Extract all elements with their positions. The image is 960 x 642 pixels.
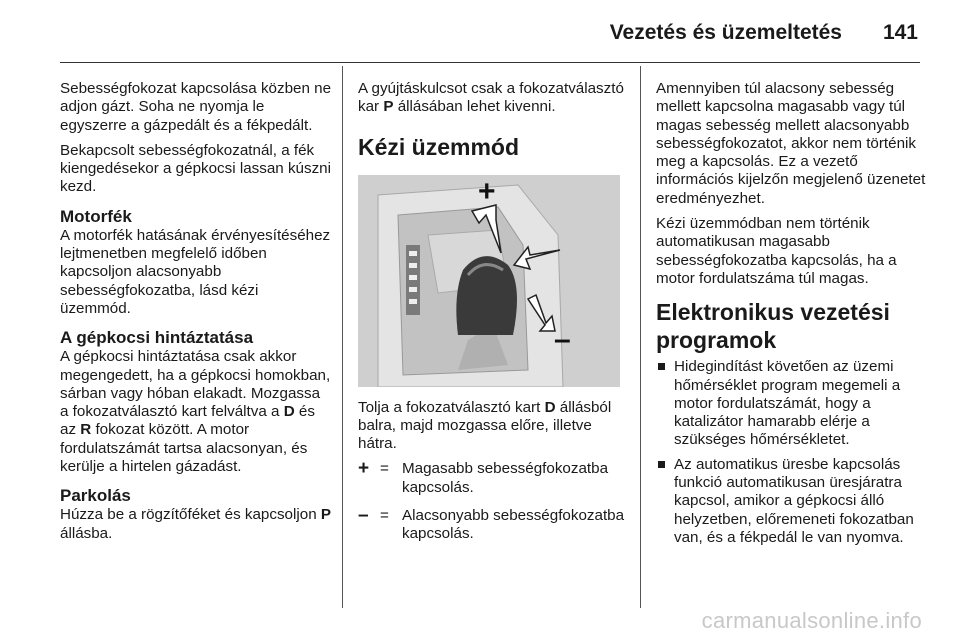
watermark: carmanualsonline.info bbox=[701, 608, 922, 633]
paragraph: Amennyiben túl alacsony sebesség mellett kapcsolna magasabb vagy túl magas sebesség mellett alacsonyabb sebességfokozatot, akkor nem történik meg a kapcsolás. Ez a vezető információs kijelzőn megjelenő üzenetet eredményezhet. bbox=[656, 80, 926, 207]
section-heading-kezi: Kézi üzemmód bbox=[358, 133, 520, 160]
gear-p: P bbox=[320, 506, 332, 524]
gear-d: D bbox=[544, 398, 556, 416]
paragraph: A motorfék hatásának érvényesítéséhez lejtmenetben megfelelő időben kapcsoljon alacsonyabb sebességfokozatba, lásd kézi üzemmód. bbox=[60, 226, 331, 317]
page-number: 141 bbox=[882, 21, 918, 44]
header-rule bbox=[60, 62, 920, 63]
list-item: Az automatikus üresbe kapcsolás funkció automatikusan üresjáratra kapcsol, amikor a gépkocsi álló helyzetben, előremeneti fokozatban van, és a fékpedál le van nyomva. bbox=[656, 456, 928, 547]
square-bullet-icon bbox=[658, 461, 665, 468]
header-title: Vezetés és üzemeltetés bbox=[609, 21, 842, 44]
column-divider-1 bbox=[342, 66, 343, 608]
legend-row-plus: + = Magasabb sebességfokozatba kapcsolás. bbox=[358, 458, 609, 496]
gear-selector-illustration bbox=[358, 175, 620, 387]
plus-label: + bbox=[478, 174, 496, 208]
paragraph: Húzza be a rögzítőféket és kapcsoljon P állásba. bbox=[60, 506, 332, 542]
gear-r: R bbox=[80, 421, 92, 439]
page-header bbox=[0, 18, 960, 58]
column-2 bbox=[358, 80, 630, 554]
section-heading-elektronikus: Elektronikus vezetési programok bbox=[656, 299, 890, 354]
column-divider-2 bbox=[640, 66, 641, 608]
square-bullet-icon bbox=[658, 363, 665, 370]
section-heading-motorfek: Motorfék bbox=[60, 206, 132, 226]
bullet-list bbox=[656, 358, 928, 547]
section-heading-parkolas: Parkolás bbox=[60, 486, 131, 506]
plus-icon: + bbox=[358, 458, 370, 480]
legend-row-minus: – = Alacsonyabb sebességfokozatba kapcsolás. bbox=[358, 505, 625, 543]
column-3 bbox=[656, 80, 928, 553]
minus-label: – bbox=[554, 322, 571, 356]
gear-lever-knob bbox=[456, 256, 517, 335]
paragraph: Kézi üzemmódban nem történik automatikusan magasabb sebességfokozatba kapcsolás, ha a motor fordulatszáma túl magas. bbox=[656, 215, 897, 287]
gear-d: D bbox=[283, 403, 295, 421]
column-1 bbox=[60, 80, 332, 550]
paragraph: Sebességfokozat kapcsolása közben ne adjon gázt. Soha ne nyomja le egyszerre a gázpedált és a fékpedált. bbox=[60, 80, 332, 134]
figure-caption: Tolja a fokozatválasztó kart D állásból balra, majd mozgassa előre, illetve hátra. bbox=[358, 398, 612, 453]
gear-p: P bbox=[383, 98, 394, 116]
minus-icon: – bbox=[358, 505, 369, 527]
list-item: Hidegindítást követően az üzemi hőmérséklet program megemeli a motor fordulatszámát, hogy a katalizátor hamarabb elérje a szükséges hőmérsékletet. bbox=[656, 358, 928, 449]
section-heading-hintaztatas: A gépkocsi hintáztatása bbox=[60, 328, 254, 348]
paragraph: A gyújtáskulcsot csak a fokozatválasztó kar P állásában lehet kivenni. bbox=[358, 80, 624, 116]
paragraph: A gépkocsi hintáztatása csak akkor megengedett, ha a gépkocsi homokban, sárban vagy hóban elakadt. Mozgassa a fokozatválasztó kart felváltva a D és az R fokozat között. A motor fordulatszámát tartsa alacsonyan, és kerülje a hirtelen gázadást. bbox=[60, 348, 331, 476]
paragraph: Bekapcsolt sebességfokozatnál, a fék kiengedésekor a gépkocsi lassan kúszni kezd. bbox=[60, 141, 332, 196]
